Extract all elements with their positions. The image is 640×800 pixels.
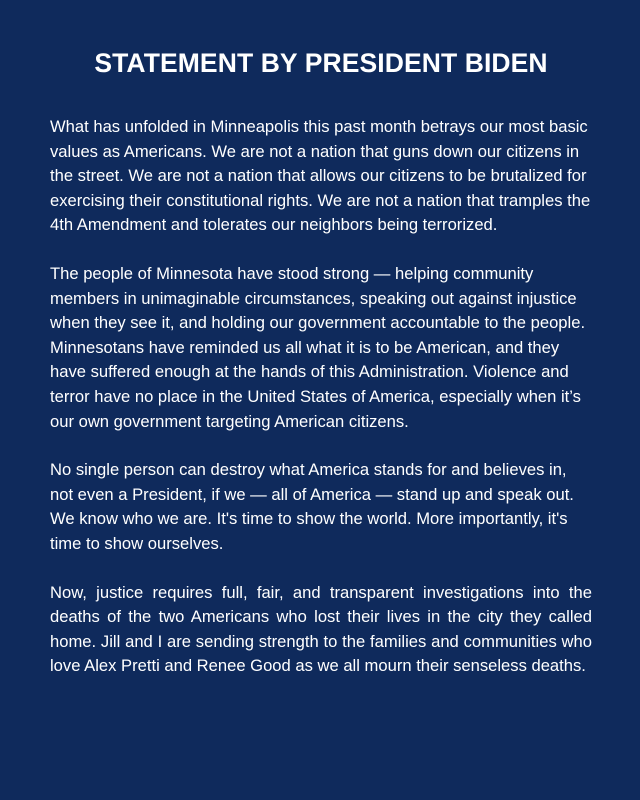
statement-paragraph-2: The people of Minnesota have stood strong — helping community members in unimaginable circumstances, speaking out against injustice when they see it, and holding our government accountable to the people. Minnesotans have reminded us all what it is to be American, and they have suffered enough at the hands of this Administration. Violence and terror have no place in the United States of America, especially when it’s our own government targeting American citizens.: [50, 263, 586, 431]
statement-paragraph-4: Now, justice requires full, fair, and transparent investigations into the deaths of the two Americans who lost their lives in the city they called home. Jill and I are sending strength to the families and communities who love Alex Pretti and Renee Good as we all mourn their senseless deaths.: [50, 582, 592, 676]
statement-title: STATEMENT BY PRESIDENT BIDEN: [94, 48, 548, 78]
statement-body: [50, 115, 592, 679]
statement-paragraph-1: What has unfolded in Minneapolis this past month betrays our most basic values as Americans. We are not a nation that guns down our citizens in the street. We are not a nation that allows our citizens to be brutalized for exercising their constitutional rights. We are not a nation that tramples the 4th Amendment and tolerates our neighbors being terrorized.: [50, 117, 591, 235]
statement-paragraph-3: No single person can destroy what America stands for and believes in, not even a President, if we — all of America — stand up and speak out. We know who we are. It's time to show the world. More importantly, it's time to show ourselves.: [50, 460, 574, 553]
